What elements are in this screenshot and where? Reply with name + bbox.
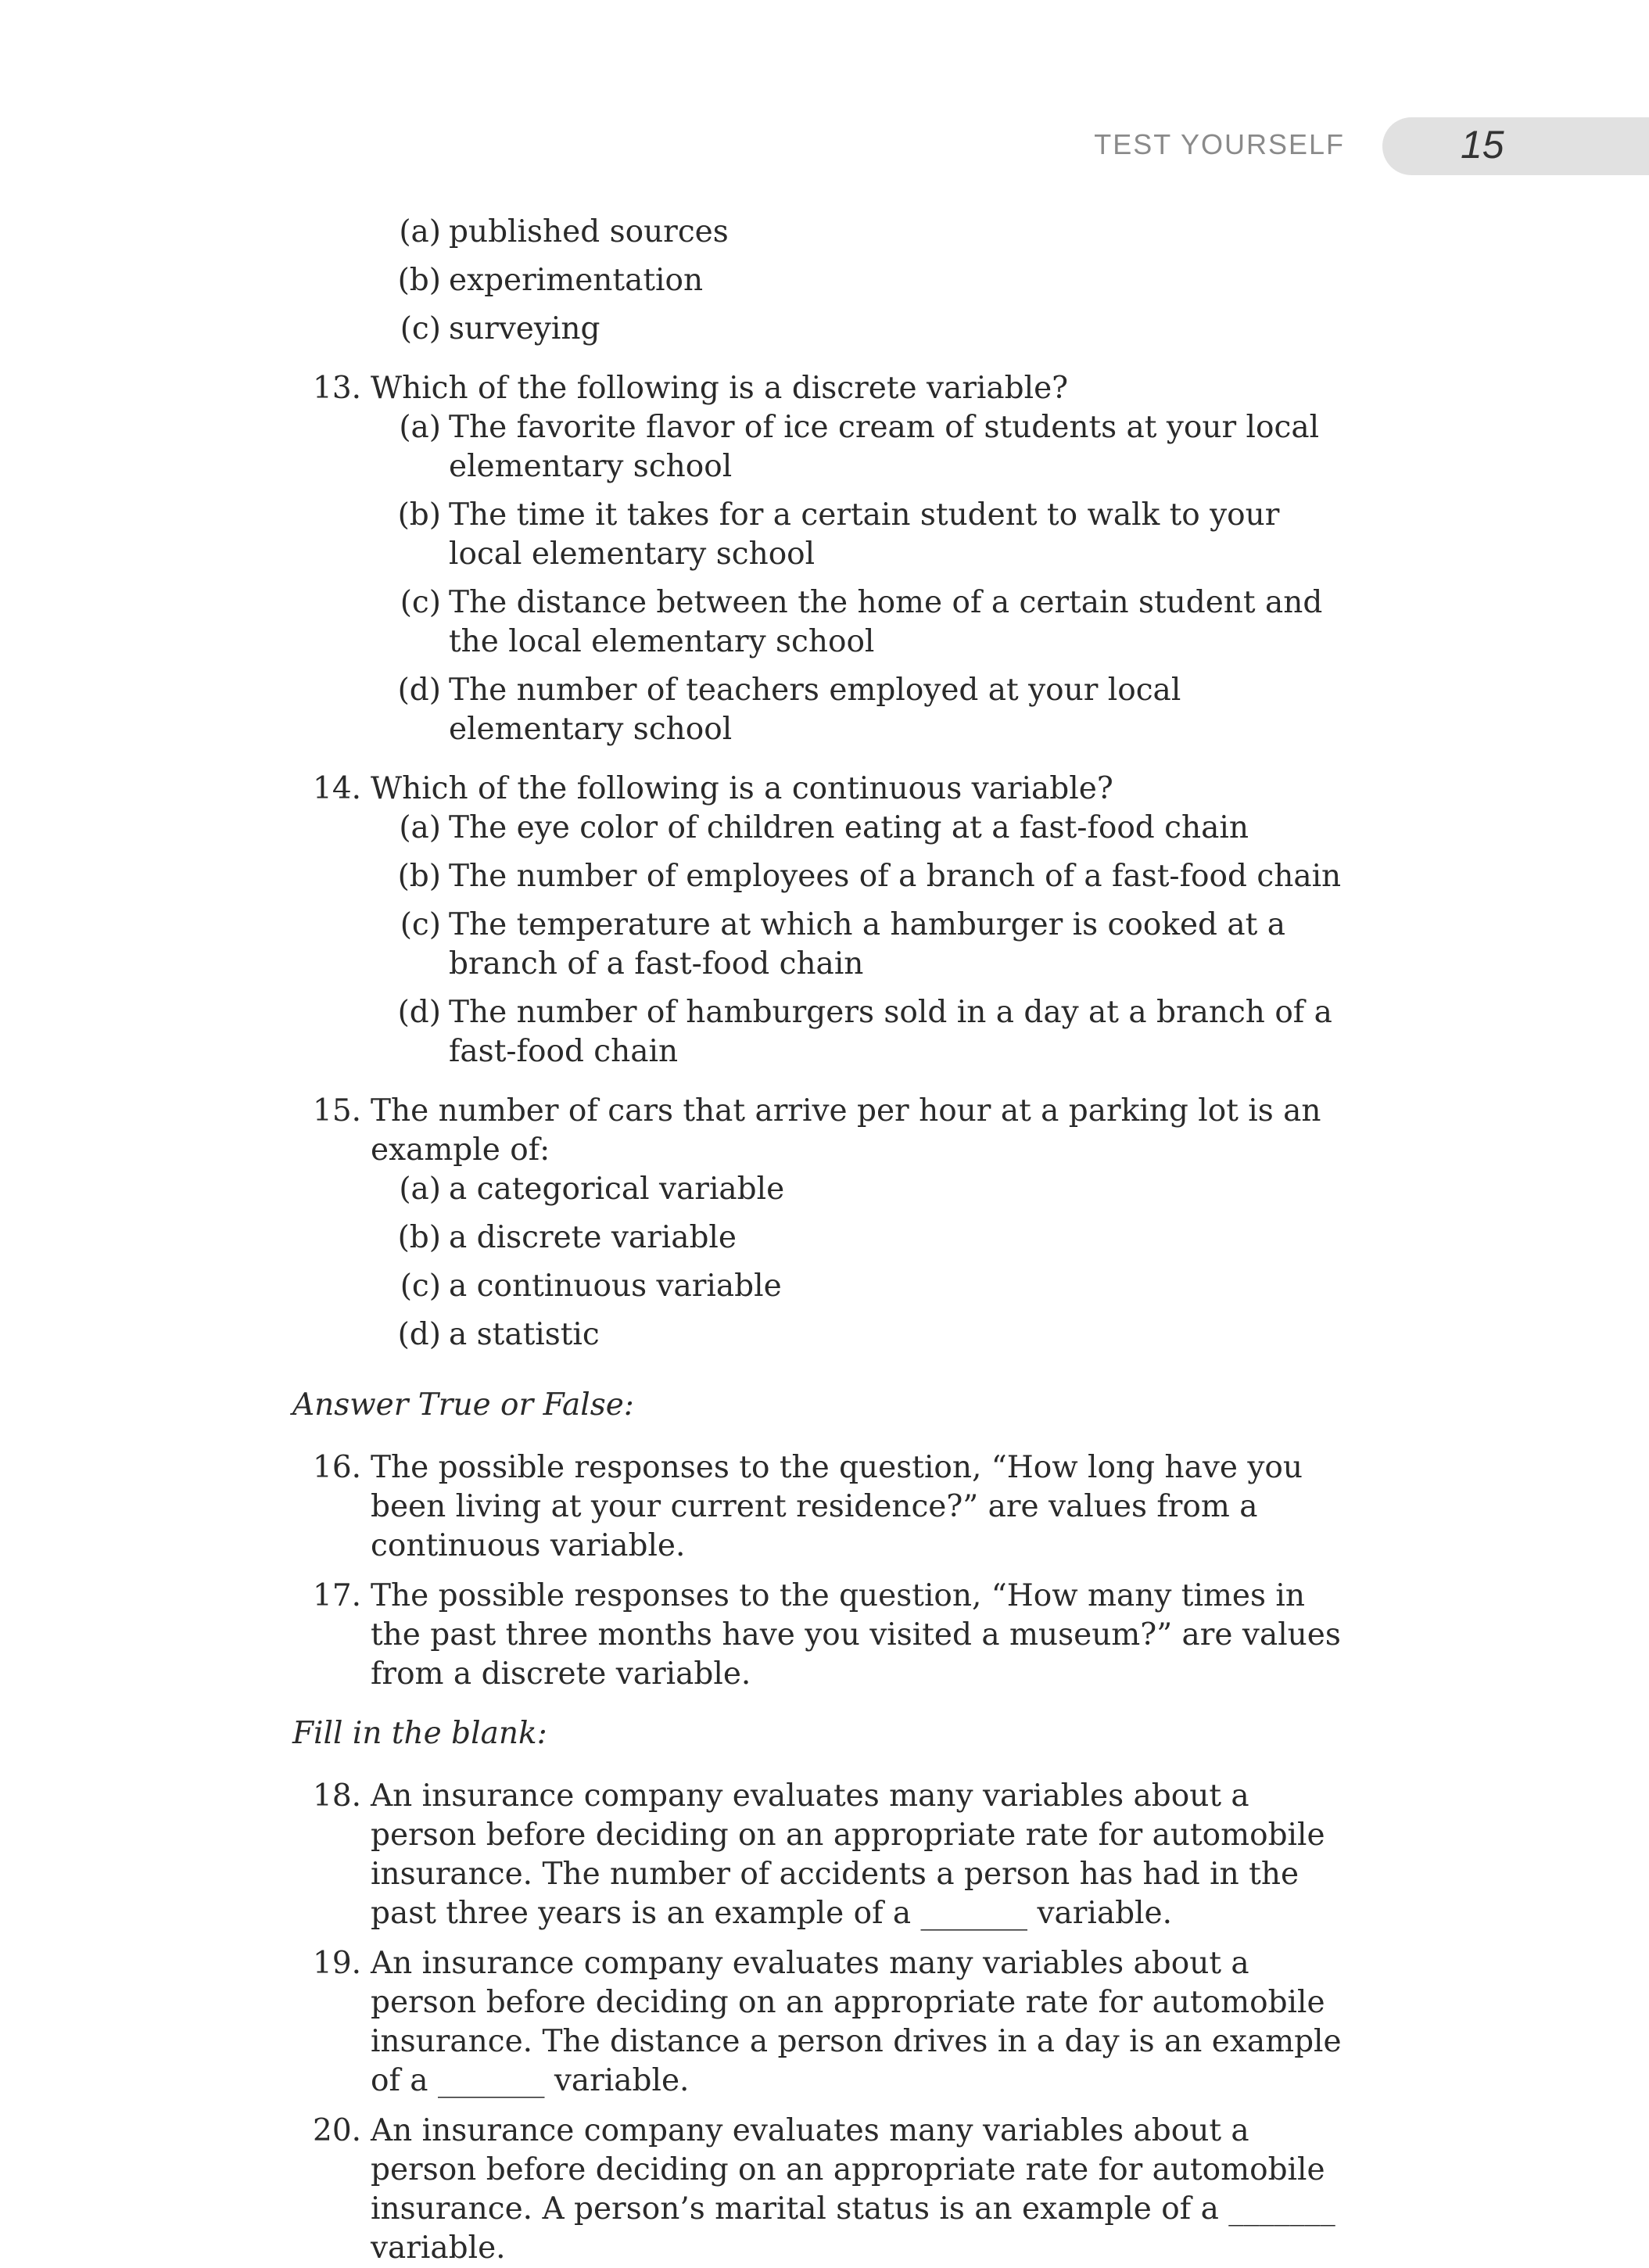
option-text: a statistic [449, 1317, 600, 1352]
question-number: 18. [313, 1778, 362, 1814]
question-options [371, 1170, 1356, 1355]
question-20 [292, 2112, 1356, 2268]
option-label: (d) [397, 1317, 441, 1352]
question-text: The possible responses to the question, “How long have you been living at your current residence?” are values from a continuous variable. [371, 1450, 1303, 1563]
option [371, 1315, 1356, 1355]
option [371, 906, 1356, 984]
option-text: The eye color of children eating at a fast-food chain [449, 810, 1249, 845]
option-label: (b) [397, 263, 441, 298]
option-text: The number of employees of a branch of a fast-food chain [449, 859, 1342, 894]
option-text: surveying [449, 311, 600, 346]
question-options [371, 408, 1356, 749]
option-label: (c) [400, 585, 441, 620]
option-label: (d) [397, 673, 441, 708]
option-text: The temperature at which a hamburger is cooked at a branch of a fast-food chain [449, 907, 1285, 981]
page-content [292, 213, 1356, 2268]
option [371, 857, 1356, 896]
question-text: An insurance company evaluates many variables about a person before deciding on an appropriate rate for automobile insurance. The number of accidents a person has had in the past three years is an example of a _______ variable. [371, 1778, 1325, 1931]
option-label: (b) [397, 497, 441, 533]
option-text: published sources [449, 214, 729, 249]
question-19 [292, 1944, 1356, 2101]
option [371, 496, 1356, 574]
option-text: The favorite flavor of ice cream of students at your local elementary school [449, 410, 1320, 484]
option-label: (d) [397, 995, 441, 1030]
question-15 [292, 1092, 1356, 1355]
option-label: (c) [400, 311, 441, 346]
option [371, 993, 1356, 1071]
question-number: 19. [313, 1946, 362, 1981]
question-text: Which of the following is a continuous variable? [371, 771, 1113, 806]
question-16 [292, 1448, 1356, 1566]
option [371, 1267, 1356, 1306]
option [371, 1170, 1356, 1209]
option-label: (b) [397, 859, 441, 894]
continued-options [292, 213, 1356, 349]
option [371, 583, 1356, 662]
option-label: (b) [397, 1220, 441, 1255]
section-heading-fill-blank: Fill in the blank: [292, 1716, 547, 1751]
option-text: The number of hamburgers sold in a day at a branch of a fast-food chain [449, 995, 1332, 1069]
option [371, 671, 1356, 749]
section-heading-true-false: Answer True or False: [292, 1387, 634, 1423]
option-text: a discrete variable [449, 1220, 737, 1255]
question-number: 13. [313, 371, 362, 406]
option-text: a categorical variable [449, 1172, 785, 1207]
option-text: experimentation [449, 263, 704, 298]
option [371, 310, 1356, 349]
question-number: 15. [313, 1093, 362, 1129]
option-label: (a) [399, 410, 441, 445]
page-number-tab [1382, 117, 1649, 175]
page-number: 15 [1461, 123, 1504, 167]
option-label: (a) [399, 1172, 441, 1207]
option [371, 1218, 1356, 1258]
question-options [371, 809, 1356, 1071]
option-label: (a) [399, 810, 441, 845]
question-number: 20. [313, 2113, 362, 2148]
question-text: The possible responses to the question, “How many times in the past three months have you visited a museum?” are values from a discrete variable. [371, 1578, 1341, 1692]
option-text: The distance between the home of a certain student and the local elementary school [449, 585, 1323, 659]
question-number: 16. [313, 1450, 362, 1485]
question-13 [292, 369, 1356, 749]
option-text: a continuous variable [449, 1269, 782, 1304]
question-text: The number of cars that arrive per hour at a parking lot is an example of: [371, 1093, 1321, 1168]
question-18 [292, 1777, 1356, 1933]
question-number: 14. [313, 771, 362, 806]
option-text: The number of teachers employed at your local elementary school [449, 673, 1181, 747]
question-text: Which of the following is a discrete variable? [371, 371, 1069, 406]
option [371, 408, 1356, 486]
option [371, 261, 1356, 300]
option [371, 213, 1356, 252]
question-text: An insurance company evaluates many variables about a person before deciding on an appropriate rate for automobile insurance. The distance a person drives in a day is an example of a _______ variable. [371, 1946, 1342, 2098]
option-text: The time it takes for a certain student to walk to your local elementary school [449, 497, 1280, 572]
running-header: TEST YOURSELF [1094, 128, 1345, 160]
option-label: (c) [400, 1269, 441, 1304]
option-label: (c) [400, 907, 441, 942]
option-label: (a) [399, 214, 441, 249]
question-text: An insurance company evaluates many variables about a person before deciding on an appropriate rate for automobile insurance. A person’s marital status is an example of a _______ variable. [371, 2113, 1335, 2266]
question-number: 17. [313, 1578, 362, 1613]
question-17 [292, 1577, 1356, 1694]
question-14 [292, 770, 1356, 1071]
option [371, 809, 1356, 848]
